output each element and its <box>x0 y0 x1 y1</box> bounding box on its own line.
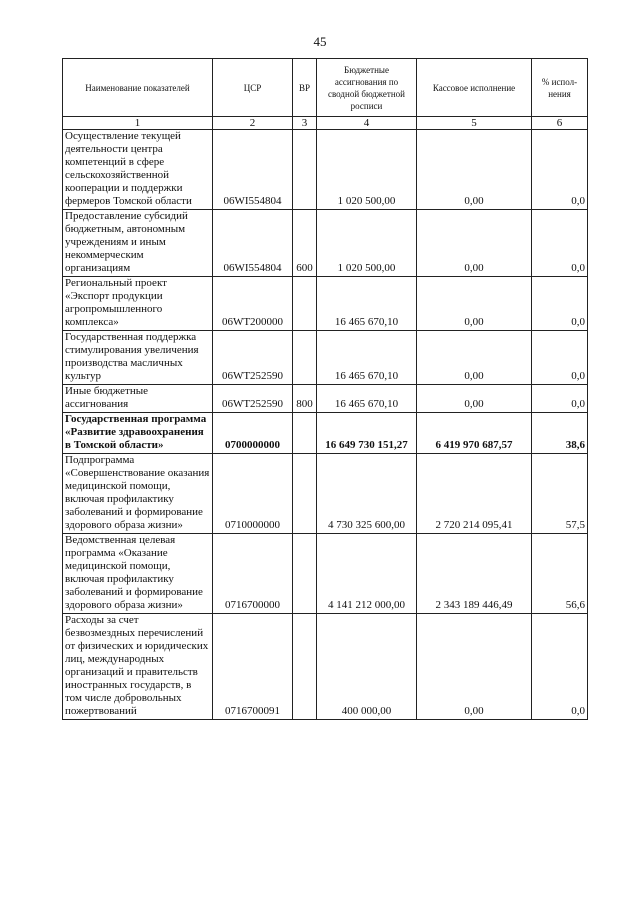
row-vr <box>293 331 317 385</box>
row-csr: 06WI554804 <box>213 130 293 210</box>
row-kass: 0,00 <box>417 614 532 720</box>
row-name: Ведомственная целевая программа «Оказание медицинской помощи, включая профилактику заболеваний и формирование здорового образа жизни» <box>63 534 213 614</box>
row-pct: 38,6 <box>532 413 588 454</box>
row-kass: 0,00 <box>417 331 532 385</box>
row-name: Расходы за счет безвозмездных перечислений от физических и юридических лиц, международных организаций и правительств иностранных государств, в том числе добровольных пожертвований <box>63 614 213 720</box>
row-budget: 4 141 212 000,00 <box>317 534 417 614</box>
row-kass: 2 343 189 446,49 <box>417 534 532 614</box>
row-csr: 06WT252590 <box>213 385 293 413</box>
row-name: Предоставление субсидий бюджетным, автономным учреждениям и иным некоммерческим организациям <box>63 210 213 277</box>
row-pct: 0,0 <box>532 331 588 385</box>
column-number: 1 <box>63 117 213 130</box>
table-row-program-total <box>63 413 588 454</box>
row-pct: 56,6 <box>532 534 588 614</box>
row-vr: 800 <box>293 385 317 413</box>
row-csr: 0710000000 <box>213 454 293 534</box>
table-row <box>63 454 588 534</box>
column-number: 2 <box>213 117 293 130</box>
row-name: Региональный проект «Экспорт продукции агропромышленного комплекса» <box>63 277 213 331</box>
row-kass: 0,00 <box>417 277 532 331</box>
page-number: 45 <box>313 34 327 49</box>
row-kass: 6 419 970 687,57 <box>417 413 532 454</box>
row-budget: 1 020 500,00 <box>317 130 417 210</box>
row-csr: 0716700000 <box>213 534 293 614</box>
row-kass: 2 720 214 095,41 <box>417 454 532 534</box>
column-number: 3 <box>293 117 317 130</box>
row-vr <box>293 413 317 454</box>
row-budget: 1 020 500,00 <box>317 210 417 277</box>
table-row <box>63 130 588 210</box>
column-number: 6 <box>532 117 588 130</box>
header-kass: Кассовое исполнение <box>417 59 532 117</box>
row-csr: 06WT200000 <box>213 277 293 331</box>
row-csr: 0716700091 <box>213 614 293 720</box>
row-vr <box>293 614 317 720</box>
header-csr: ЦСР <box>213 59 293 117</box>
row-pct: 0,0 <box>532 614 588 720</box>
row-vr <box>293 534 317 614</box>
row-budget: 16 465 670,10 <box>317 331 417 385</box>
row-kass: 0,00 <box>417 130 532 210</box>
row-name: Подпрограмма «Совершенствование оказания медицинской помощи, включая профилактику заболеваний и формирование здорового образа жизни» <box>63 454 213 534</box>
row-budget: 16 465 670,10 <box>317 277 417 331</box>
row-name: Государственная программа «Развитие здравоохранения в Томской области» <box>63 413 213 454</box>
table-header-row <box>63 59 588 117</box>
budget-execution-table <box>62 58 588 720</box>
row-name: Государственная поддержка стимулирования увеличения производства масличных культур <box>63 331 213 385</box>
row-pct: 0,0 <box>532 385 588 413</box>
row-pct: 0,0 <box>532 130 588 210</box>
header-name: Наименование показателей <box>63 59 213 117</box>
row-budget: 4 730 325 600,00 <box>317 454 417 534</box>
table-row <box>63 331 588 385</box>
row-name: Иные бюджетные ассигнования <box>63 385 213 413</box>
row-kass: 0,00 <box>417 210 532 277</box>
column-number: 5 <box>417 117 532 130</box>
row-vr <box>293 277 317 331</box>
row-budget: 16 649 730 151,27 <box>317 413 417 454</box>
table-row <box>63 210 588 277</box>
column-number: 4 <box>317 117 417 130</box>
header-pct: % испол-нения <box>532 59 588 117</box>
row-kass: 0,00 <box>417 385 532 413</box>
row-pct: 0,0 <box>532 277 588 331</box>
table-row <box>63 614 588 720</box>
row-csr: 06WI554804 <box>213 210 293 277</box>
row-vr <box>293 454 317 534</box>
row-name: Осуществление текущей деятельности центра компетенций в сфере сельскохозяйственной кооперации и поддержки фермеров Томской области <box>63 130 213 210</box>
row-vr <box>293 130 317 210</box>
row-pct: 57,5 <box>532 454 588 534</box>
table-row <box>63 534 588 614</box>
row-budget: 400 000,00 <box>317 614 417 720</box>
header-vr: ВР <box>293 59 317 117</box>
header-budget: Бюджетные ассигнования по сводной бюджетной росписи <box>317 59 417 117</box>
table-row <box>63 277 588 331</box>
row-csr: 06WT252590 <box>213 331 293 385</box>
table-row <box>63 385 588 413</box>
row-csr: 0700000000 <box>213 413 293 454</box>
row-vr: 600 <box>293 210 317 277</box>
row-pct: 0,0 <box>532 210 588 277</box>
row-budget: 16 465 670,10 <box>317 385 417 413</box>
column-numbers-row <box>63 117 588 130</box>
